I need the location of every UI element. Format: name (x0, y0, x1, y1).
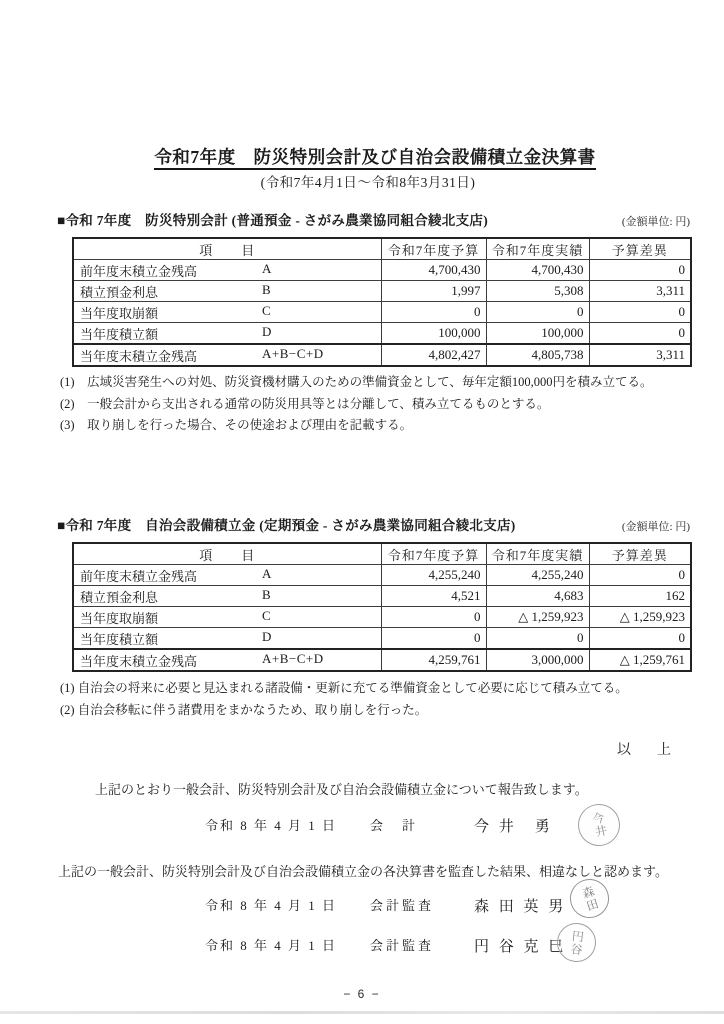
row-code: D (262, 628, 272, 644)
row-label: 当年度取崩額 (80, 610, 159, 626)
budget-value: 1,997 (381, 281, 486, 302)
col-header-budget: 令和7年度予算 (381, 543, 486, 565)
page-number: − 6 − (343, 987, 381, 1001)
row-label: 積立預金利息 (80, 589, 159, 605)
document-period: (令和7年4月1日～令和8年3月31日) (260, 175, 476, 190)
table-header-row (73, 543, 691, 565)
diff-value: 3,311 (589, 281, 691, 302)
signature-role: 会 計 (370, 818, 419, 833)
report-statement: 上記のとおり一般会計、防災特別会計及び自治会設備積立金について報告致します。 (95, 782, 588, 797)
budget-value: 4,521 (381, 586, 486, 607)
section1-heading: ■令和 7年度 防災特別会計 (普通預金 - さがみ農業協同組合綾北支店) (57, 213, 488, 228)
document-title-text: 令和7年度 防災特別会計及び自治会設備積立金決算書 (154, 147, 595, 170)
actual-value: 4,805,738 (486, 344, 589, 366)
section2-heading: ■令和 7年度 自治会設備積立金 (定期預金 - さがみ農業協同組合綾北支店) (57, 518, 516, 533)
actual-value: 4,683 (486, 586, 589, 607)
table-row (73, 628, 691, 650)
section1-header (57, 209, 690, 229)
table-header-row (73, 238, 691, 260)
table-row (73, 302, 691, 323)
audit-statement: 上記の一般会計、防災特別会計及び自治会設備積立金の各決算書を監査した結果、相違なしと認めます。 (58, 864, 668, 879)
col-header-actual: 令和7年度実績 (486, 543, 589, 565)
col-header-actual: 令和7年度実績 (486, 238, 589, 260)
row-code: A+B−C+D (262, 650, 324, 666)
section2-notes (60, 678, 700, 721)
signature-role: 会計監査 (370, 898, 435, 913)
table-row (73, 323, 691, 345)
section2-unit-note: (金額単位: 円) (621, 521, 690, 533)
budget-value: 4,255,240 (381, 565, 486, 586)
table-row (73, 565, 691, 586)
actual-value: 100,000 (486, 323, 589, 345)
row-code: A (262, 260, 272, 276)
diff-value: 0 (589, 323, 691, 345)
jichikai-account-table (72, 542, 692, 672)
diff-value: 0 (589, 302, 691, 323)
col-header-item: 項 目 (73, 238, 381, 260)
table-row (73, 260, 691, 281)
diff-value: 0 (589, 628, 691, 650)
row-label: 当年度取崩額 (80, 305, 159, 321)
document-title (13, 144, 724, 169)
row-label: 当年度末積立金残高 (80, 653, 198, 669)
diff-value: △ 1,259,761 (589, 649, 691, 671)
budget-value: 0 (381, 628, 486, 650)
budget-value: 4,700,430 (381, 260, 486, 281)
note-line: (3) 取り崩しを行った場合、その使途および理由を記載する。 (60, 418, 413, 432)
row-code: A (262, 565, 272, 581)
row-code: B (262, 586, 272, 602)
hanko-stamp-imai: 今井 (574, 800, 624, 850)
note-line: (2) 一般会計から支出される通常の防災用具等とは分離して、積み立てるものとする。 (60, 396, 550, 411)
table-row (73, 586, 691, 607)
row-code: D (262, 323, 272, 339)
signature-date: 令和 8 年 4 月 1 日 (205, 818, 338, 833)
budget-value: 0 (381, 607, 486, 628)
diff-value: 162 (589, 586, 691, 607)
row-code: C (262, 607, 272, 623)
col-header-budget: 令和7年度予算 (381, 238, 486, 260)
row-label: 前年度末積立金残高 (80, 568, 198, 584)
col-header-diff: 予算差異 (589, 543, 691, 565)
section1-unit-note: (金額単位: 円) (621, 216, 690, 228)
budget-value: 4,802,427 (381, 344, 486, 366)
hanko-stamp-morita: 森田 (565, 874, 614, 923)
signature-row-auditor2 (0, 935, 724, 959)
row-code: C (262, 302, 272, 318)
row-label: 当年度末積立金残高 (80, 348, 198, 364)
note-line: (1) 広域災害発生への対処、防災資機材購入のための準備資金として、毎年定額100,000円を積み立てる。 (60, 375, 653, 389)
section1-notes (60, 372, 700, 437)
row-code: A+B−C+D (262, 345, 324, 361)
note-line: (2) 自治会移転に伴う諸費用をまかなうため、取り崩しを行った。 (60, 702, 428, 717)
signature-role: 会計監査 (370, 938, 435, 953)
diff-value: 0 (589, 565, 691, 586)
diff-value: 3,311 (589, 344, 691, 366)
note-line: (1) 自治会の将来に必要と見込まれる諸設備・更新に充てる準備資金として必要に応じて積み立てる。 (60, 681, 628, 695)
table-total-row (73, 649, 691, 671)
signature-name: 今 井 勇 (474, 819, 553, 835)
actual-value: 4,255,240 (486, 565, 589, 586)
actual-value: 4,700,430 (486, 260, 589, 281)
signature-date: 令和 8 年 4 月 1 日 (205, 938, 338, 953)
bousai-account-table (72, 237, 692, 367)
table-total-row (73, 344, 691, 366)
row-label: 当年度積立額 (80, 631, 159, 647)
diff-value: 0 (589, 260, 691, 281)
hanko-stamp-tsuburaya: 円谷 (555, 921, 598, 964)
budget-value: 0 (381, 302, 486, 323)
table-row (73, 281, 691, 302)
signature-row-auditor1 (0, 895, 724, 919)
actual-value: 0 (486, 302, 589, 323)
actual-value: △ 1,259,923 (486, 607, 589, 628)
signature-name: 円 谷 克 巳 (474, 939, 567, 955)
actual-value: 0 (486, 628, 589, 650)
row-label: 当年度積立額 (80, 326, 159, 342)
table-row (73, 607, 691, 628)
row-label: 前年度末積立金残高 (80, 263, 198, 279)
actual-value: 3,000,000 (486, 649, 589, 671)
col-header-item: 項 目 (73, 543, 381, 565)
signature-date: 令和 8 年 4 月 1 日 (205, 898, 338, 913)
diff-value: △ 1,259,923 (589, 607, 691, 628)
scan-artifact-line (0, 1011, 724, 1014)
actual-value: 5,308 (486, 281, 589, 302)
budget-value: 4,259,761 (381, 649, 486, 671)
row-label: 積立預金利息 (80, 284, 159, 300)
budget-value: 100,000 (381, 323, 486, 345)
signature-name: 森 田 英 男 (474, 899, 567, 915)
col-header-diff: 予算差異 (589, 238, 691, 260)
row-code: B (262, 281, 272, 297)
section2-header (57, 514, 690, 534)
closing-ijou: 以 上 (617, 743, 677, 758)
